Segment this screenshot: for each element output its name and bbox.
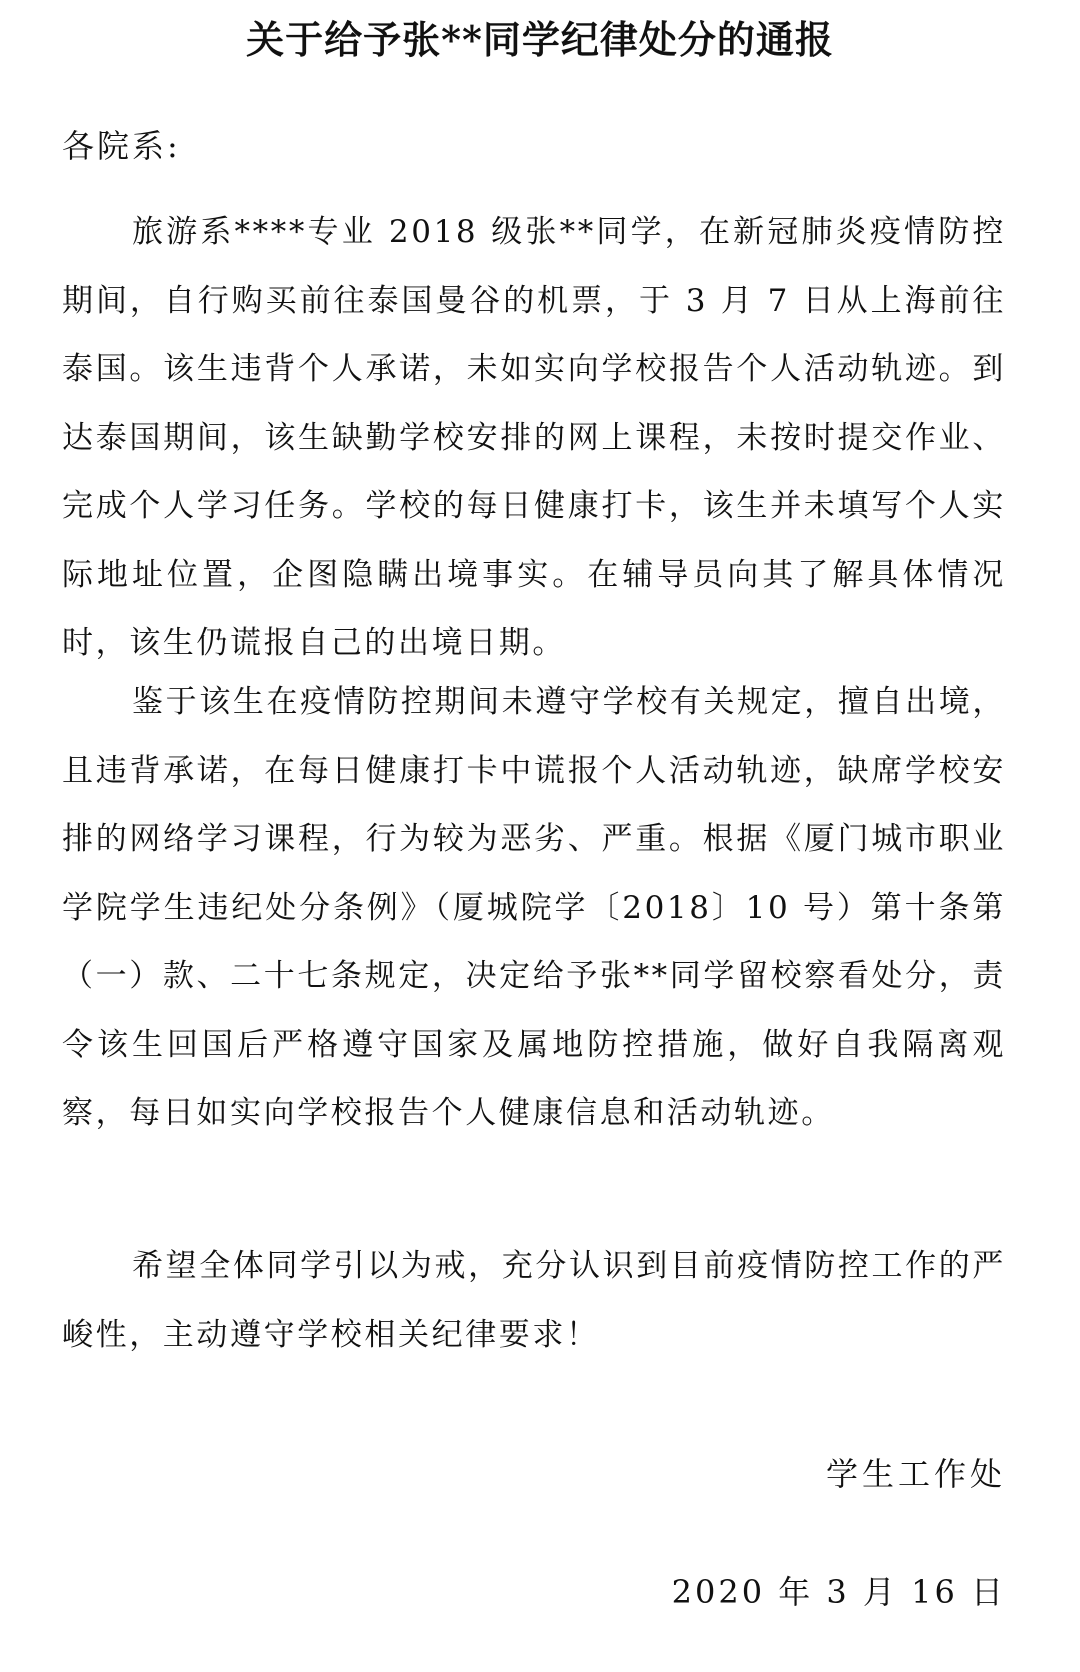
paragraph-2: 鉴于该生在疫情防控期间未遵守学校有关规定，擅自出境，且违背承诺，在每日健康打卡中谎报个人活动轨迹，缺席学校安排的网络学习课程，行为较为恶劣、严重。根据《厦门城市职业学院学生违纪处分条例》（厦城院学〔2018〕10 号）第十条第（一）款、二十七条规定，决定给予张**同学留校察看处分，责令该生回国后严格遵守国家及属地防控措施，做好自我隔离观察，每日如实向学校报告个人健康信息和活动轨迹。: [62, 684, 1006, 1131]
paragraph-1: 旅游系****专业 2018 级张**同学，在新冠肺炎疫情防控期间，自行购买前往泰国曼谷的机票，于 3 月 7 日从上海前往泰国。该生违背个人承诺，未如实向学校报告个人活动轨迹。到达泰国期间，该生缺勤学校安排的网上课程，未按时提交作业、完成个人学习任务。学校的每日健康打卡，该生并未填写个人实际地址位置，企图隐瞒出境事实。在辅导员向其了解具体情况时，该生仍谎报自己的出境日期。: [62, 214, 1006, 661]
issuer-signature: 学生工作处: [825, 1455, 1006, 1493]
salutation: 各院系:: [62, 127, 181, 165]
document-title: 关于给予张**同学纪律处分的通报: [246, 17, 834, 62]
issue-date: 2020 年 3 月 16 日: [671, 1573, 1006, 1611]
paragraph-3: 希望全体同学引以为戒，充分认识到目前疫情防控工作的严峻性，主动遵守学校相关纪律要求！: [62, 1248, 1006, 1353]
